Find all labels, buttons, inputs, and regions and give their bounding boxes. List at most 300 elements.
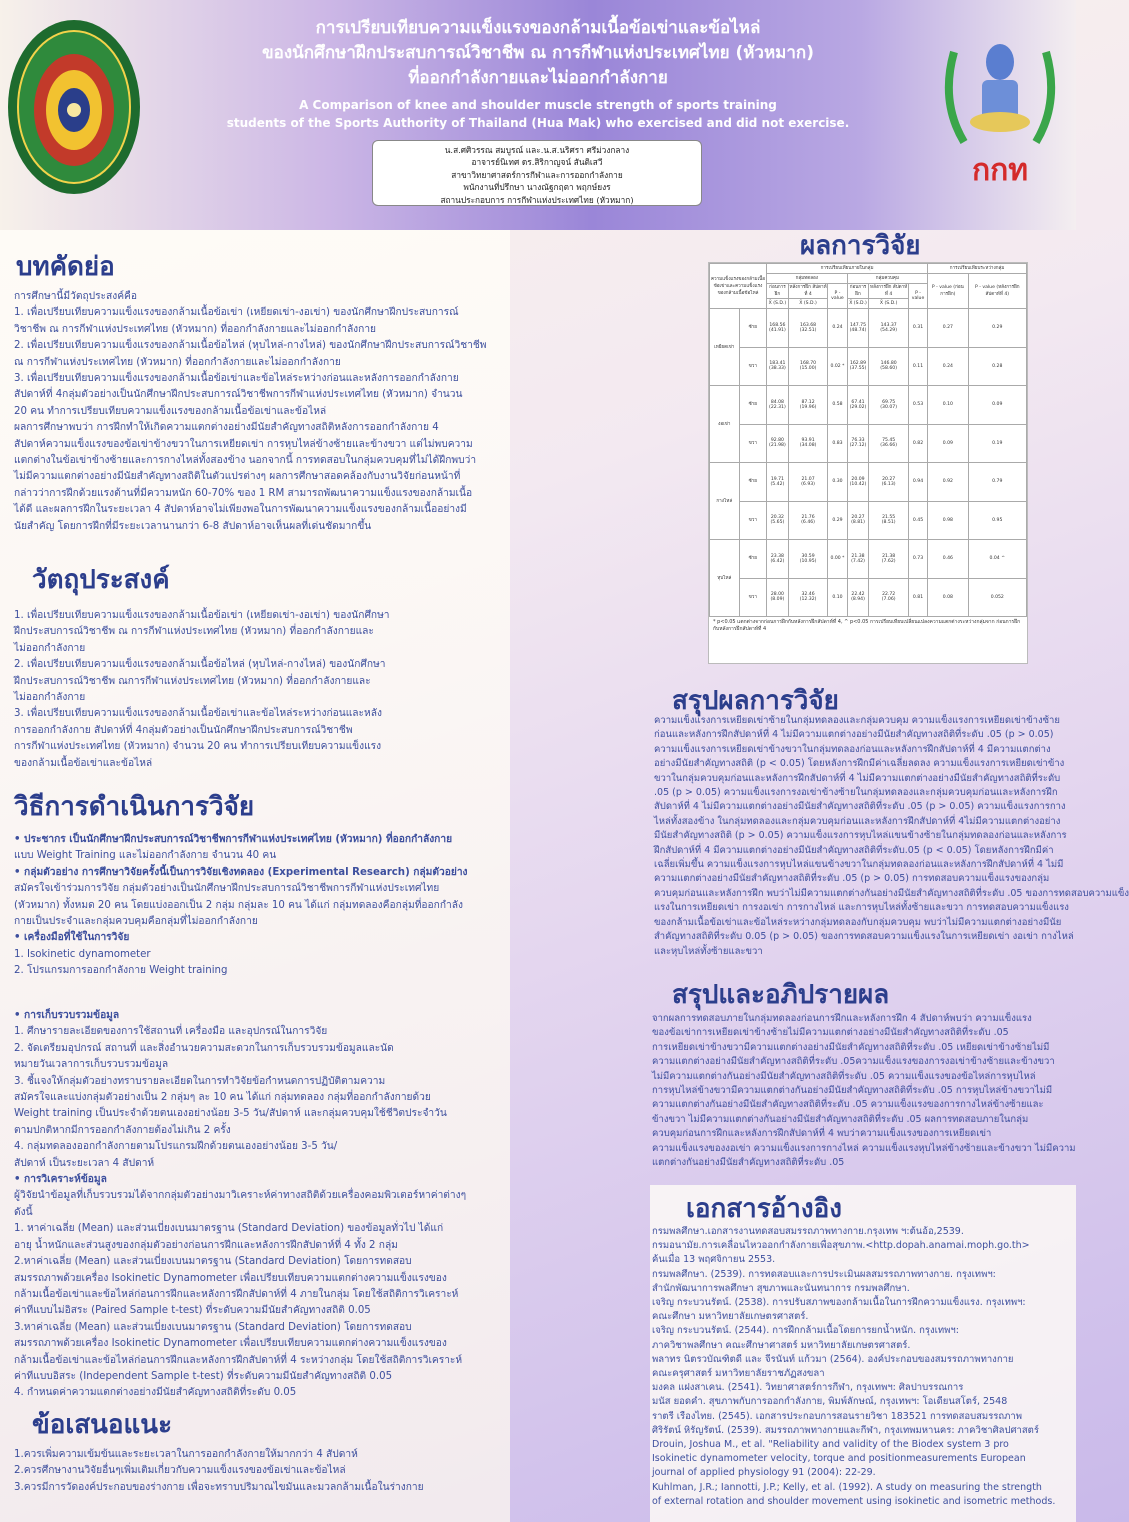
text-line: 1. Isokinetic dynamometer: [14, 948, 151, 960]
table-cell: [968, 386, 1026, 425]
text-line: ความแข็งแรงของงอเข่า ความแข็งแรงการกางไหล่ ความแข็งแรงหุบไหล่ข้างซ้ายและข้างขวา ไม่มีความ: [652, 1142, 1076, 1154]
table-cell-group: เหยียดเข่า: [710, 309, 740, 386]
table-cell-value: 0.82: [912, 440, 924, 446]
text-line: สัปดาห์ความแข็งแรงของข้อเข่าข้างขวาในการเหยียดเข่า การหุบไหล่ข้างซ้ายและข้างขวา แต่ไม่พบความ: [14, 438, 473, 450]
text-line: journal of applied physiology 91 (2004): 22-29.: [652, 1467, 876, 1479]
text-line: • กลุ่มตัวอย่าง การศึกษาวิจัยครั้งนี้เป็นการวิจัยเชิงทดลอง (Experimental Research) กลุ่มตัวอย่าง: [14, 866, 468, 878]
text-line: พลาทร นิตรวบัณฑิตดี และ จีรนันท์ แก้วมา (2564). องค์ประกอบของสมรรถภาพทางกาย: [652, 1353, 1014, 1365]
table-cell: [767, 347, 789, 386]
text-line: กรมพลศึกษา.เอกสารงานทดสอบสมรรถภาพทางกาย.กรุงเทพ ฯ:ต้นอ้อ,2539.: [652, 1226, 964, 1237]
table-cell-value: 23.38: [770, 553, 784, 559]
table-row: [710, 309, 1027, 348]
table-cell: [847, 578, 869, 617]
text-line: ผลการศึกษาพบว่า การฝึกทำให้เกิดความแตกต่างอย่างมีนัยสำคัญทางสถิติหลังการออกกำลังกาย 4: [14, 422, 439, 434]
text-line: ควบคุมก่อนการฝึกและหลังการฝึกสัปดาห์ที่ 4 พบว่าความแข็งแรงของการเหยียดเข่า: [652, 1128, 992, 1140]
table-cell-side: ซ้าย: [739, 463, 766, 502]
text-line: ค่าทีแบบไม่อิสระ (Paired Sample t-test) ที่ระดับความมีนัยสำคัญทางสถิติ 0.05: [14, 1305, 371, 1317]
text-line: การเหยียดเข่าข้างขวามีความแตกต่างอย่างมีนัยสำคัญทางสถิติที่ระดับ .05 เหยียดเข่าข้างซ้ายไม่มี: [652, 1041, 1050, 1053]
text-line: วิชาชีพ ณ การกีฬาแห่งประเทศไทย (หัวหมาก) ที่ออกกำลังกายและไม่ออกกำลังกาย: [14, 323, 377, 335]
text-line: ฝึกประสบการณ์วิชาชีพ ณ การกีฬาแห่งประเทศไทย (หัวหมาก) ที่ออกกำลังกายและ: [14, 626, 374, 638]
table-cell: [767, 309, 789, 348]
table-cell-value: 30.59: [801, 553, 815, 559]
table-cell-group: หุบไหล่: [710, 540, 740, 617]
text-line: 2. เพื่อเปรียบเทียบความแข็งแรงของกล้ามเนื้อข้อไหล่ (หุบไหล่-กางไหล่) ของนักศึกษา: [14, 659, 386, 671]
text-line: หมายวันเวลาการเก็บรวบรวมข้อมูล: [14, 1059, 169, 1071]
table-cell-value: 21.76: [801, 515, 815, 521]
text-line: 4. กลุ่มทดลองออกกำลังกายตามโปรแกรมฝึกด้วยตนเองอย่างน้อย 3-5 วัน/: [14, 1141, 338, 1153]
text-line: ตามปกติหากมีการออกกำลังกายต้องไม่เกิน 2 ครั้ง: [14, 1124, 231, 1136]
table-cell: [847, 540, 869, 579]
text-line: ขวาในกลุ่มควบคุมก่อนและหลังการฝึกสัปดาห์ที่ 4 ไม่มีความแตกต่างอย่างมีนัยสำคัญทางสถิติที่ระดับ: [654, 772, 1061, 784]
table-cell-value: (22.31): [769, 404, 786, 410]
text-line: Drouin, Joshua M., et al. "Reliability and validity of the Biodex system 3 pro: [652, 1439, 1009, 1451]
table-cell: [869, 424, 908, 463]
text-line: ไม่ออกกำลังกาย: [14, 692, 86, 704]
text-line: ภาควิชาพลศึกษา คณะศึกษาศาสตร์ มหาวิทยาลัยเกษตรศาสตร์.: [652, 1339, 911, 1351]
table-cell-value: 0.052: [990, 594, 1004, 600]
text-line: 2. จัดเตรียมอุปกรณ์ สถานที่ และสิ่งอำนวยความสะดวกในการเก็บรวบรวมข้อมูลและนัด: [14, 1042, 394, 1054]
table-cell-group: งอเข่า: [710, 386, 740, 463]
table-cell-value: (48.74): [849, 327, 867, 333]
table-cell-value: 20.27: [882, 476, 896, 482]
discussion-text: [652, 1012, 1076, 1170]
text-line: Kuhlman, J.R.; Iannotti, J.P.; Kelly, et al. (1992). A study on measuring the strength: [652, 1481, 1042, 1493]
table-cell-value: (8.81): [851, 520, 865, 526]
table-cell-side: ซ้าย: [739, 386, 766, 425]
text-line: 20 คน ทำการเปรียบเทียบความแข็งแรงของกล้ามเนื้อข้อเข่าและข้อไหล่: [14, 405, 327, 417]
table-cell: [767, 424, 789, 463]
table-header-after: หลังการฝึก สัปดาห์ที่ 4: [789, 285, 827, 297]
table-header-ctl: กลุ่มควบคุม: [847, 274, 928, 284]
title-th-line-3: ที่ออกกำลังกายและไม่ออกกำลังกาย: [408, 68, 668, 88]
text-line: เฉลี่ยเพิ่มขึ้น ความแข็งแรงการหุบไหล่แขนข้างขวาในกลุ่มทดลองก่อนและหลังการฝึกสัปดาห์ที่ 4 ไม่มี: [654, 859, 1064, 871]
text-line: 3.หาค่าเฉลี่ย (Mean) และส่วนเบี่ยงเบนมาตรฐาน (Standard Deviation) โดยการทดสอบ: [14, 1321, 412, 1333]
table-header-between: การเปรียบเทียบระหว่างกลุ่ม: [928, 264, 1027, 274]
table-cell: [828, 309, 847, 348]
table-cell: [828, 347, 847, 386]
table-cell-side: ซ้าย: [739, 309, 766, 348]
table-cell-value: 183.41: [769, 361, 786, 367]
text-line: 1. เพื่อเปรียบเทียบความแข็งแรงของกล้ามเนื้อข้อเข่า (เหยียดเข่า-งอเข่า) ของนักศึกษา: [14, 610, 390, 621]
table-cell: [928, 540, 968, 579]
table-cell: [928, 309, 968, 348]
author-line: อาจารย์นิเทศ ดร.สิริกาญจน์ สันติเสวี: [471, 157, 603, 168]
table-cell: [788, 386, 827, 425]
objectives-text: [14, 608, 434, 772]
table-cell-value: 21.38: [851, 553, 865, 559]
text-line: อย่างมีนัยสำคัญทางสถิติ (p < 0.05) โดยหลังการฝึกมีค่าเฉลี่ยลดลง ความแข็งแรงการเหยียดเข่าข้าง: [654, 758, 1065, 770]
table-cell: [968, 347, 1026, 386]
references-text: [652, 1225, 1072, 1509]
text-line: 1. ศึกษารายละเอียดของการใช้สถานที่ เครื่องมือ และอุปกรณ์ในการวิจัย: [14, 1026, 328, 1038]
table-cell-value: 21.55: [882, 515, 896, 521]
table-cell: [908, 578, 927, 617]
author-line: น.ส.ศศิวรรณ สมบูรณ์ และ.น.ส.นริศรา ศรีม่วงกลาง: [444, 145, 630, 155]
table-cell: [828, 501, 847, 540]
university-logo: [6, 18, 142, 196]
table-cell: [788, 578, 827, 617]
table-header-before: ก่อนการฝึก: [847, 284, 869, 299]
table-cell: [788, 309, 827, 348]
table-cell-value: 0.45: [912, 517, 924, 523]
text-line: สมรรถภาพด้วยเครื่อง Isokinetic Dynamometer เพื่อเปรียบเทียบความแตกต่างความแข็งแรงของ: [14, 1338, 447, 1350]
table-cell-value: 0.30: [832, 479, 843, 485]
table-cell-value: 75.45: [882, 438, 896, 444]
table-cell: [847, 309, 869, 348]
table-cell-value: (58.60): [880, 366, 898, 372]
suggestions-heading: ข้อเสนอแนะ: [32, 1410, 173, 1440]
text-line: .05 (p > 0.05) ความแข็งแรงการงอเข่าข้างซ้ายในกลุ่มทดลองและกลุ่มควบคุมก่อนและหลังการฝึก: [654, 787, 1058, 799]
text-line: ได้ดี และผลการฝึกในระยะเวลา 4 สัปดาห์อาจไม่เพียงพอในการพัฒนาความแข็งแรงของกล้ามเนื้ออย่างมี: [14, 504, 467, 516]
table-cell-group: กางไหล่: [710, 463, 740, 540]
table-header-pa: P - value (หลังการฝึก สัปดาห์ที่ 4): [968, 274, 1026, 309]
author-line: สถานประกอบการ การกีฬาแห่งประเทศไทย (หัวหมาก): [440, 194, 634, 205]
table-cell: [828, 386, 847, 425]
results-table-grid: [709, 263, 1027, 617]
table-cell-value: (6.93): [801, 481, 815, 487]
methods-heading: วิธีการดำเนินการวิจัย: [14, 792, 255, 822]
table-cell-value: 0.27: [942, 325, 953, 331]
table-cell: [788, 463, 827, 502]
table-cell: [847, 347, 869, 386]
table-row: [710, 501, 1027, 540]
table-cell: [788, 347, 827, 386]
text-line: อายุ น้ำหนักและส่วนสูงของกลุ่มตัวอย่างก่อนการฝึกและหลังการฝึกสัปดาห์ที่ 4 ทั้ง 2 กลุ่ม: [14, 1239, 398, 1251]
text-line: 2.หาค่าเฉลี่ย (Mean) และส่วนเบี่ยงเบนมาตรฐาน (Standard Deviation) โดยการทดสอบ: [14, 1256, 412, 1268]
text-line: 2.ควรศึกษางานวิจัยอื่นๆเพิ่มเติมเกี่ยวกับความแข็งแรงของข้อเข่าและข้อไหล่: [14, 1465, 346, 1477]
table-row: [710, 578, 1027, 617]
table-cell-value: 163.68: [800, 322, 817, 328]
table-cell-value: 162.89: [849, 361, 867, 367]
table-cell-side: ซ้าย: [739, 540, 766, 579]
table-cell-value: (54.29): [880, 327, 898, 333]
text-line: of external rotation and shoulder movement using isokinetic and isometric methods.: [652, 1495, 1056, 1507]
table-cell: [869, 463, 908, 502]
table-cell: [767, 501, 789, 540]
text-line: การออกกำลังกาย สัปดาห์ที่ 4กลุ่มตัวอย่างเป็นนักศึกษาฝึกประสบการณ์วิชาชีพ: [14, 724, 353, 736]
table-cell-value: 0.08: [942, 594, 953, 600]
table-cell: [908, 463, 927, 502]
table-cell: [767, 463, 789, 502]
text-line: ฝึกสัปดาห์ที่ 4 มีความแตกต่างอย่างมีนัยสำคัญทางสถิติที่ระดับ.05 (p < 0.05) โดยหลังการฝึกมีค่า: [654, 844, 1054, 856]
text-line: Isokinetic dynamometer velocity, torque and positionmeasurements European: [652, 1453, 1026, 1465]
text-line: คณะศึกษา มหาวิทยาลัยเกษตรศาสตร์.: [652, 1311, 809, 1323]
table-cell: [869, 347, 908, 386]
table-row: [710, 386, 1027, 425]
table-header-after: หลังการฝึก สัปดาห์ที่ 4: [870, 285, 908, 297]
table-cell: [869, 540, 908, 579]
text-line: และหุบไหล่ทั้งซ้ายและขวา: [654, 945, 763, 957]
results-heading: ผลการวิจัย: [800, 231, 921, 261]
table-cell: [828, 463, 847, 502]
table-cell-value: 0.83: [832, 440, 843, 446]
table-cell-value: (5.42): [770, 481, 785, 487]
text-line: ณ การกีฬาแห่งประเทศไทย (หัวหมาก) ที่ออกกำลังกายและไม่ออกกำลังกาย: [14, 356, 341, 368]
table-cell-value: 76.33: [851, 438, 865, 444]
table-header-p: P - value: [828, 284, 847, 309]
sat-logo: [934, 22, 1066, 192]
table-cell: [767, 578, 789, 617]
text-line: ไม่ออกกำลังกาย: [14, 642, 86, 654]
table-cell: [869, 309, 908, 348]
text-line: เจริญ กระบวนรัตน์. (2538). การปรับสภาพของกล้ามเนื้อในการฝึกความแข็งแรง. กรุงเทพฯ:: [652, 1297, 1026, 1309]
text-line: กล่าวว่าการฝึกด้วยแรงต้านที่มีความหนัก 60-70% ของ 1 RM สามารถพัฒนาความแข็งแรงของกล้ามเนื้อ: [14, 487, 473, 499]
table-row: [710, 540, 1027, 579]
text-line: ก่อนและหลังการฝึกสัปดาห์ที่ 4 ไม่มีความแตกต่างอย่างมีนัยสำคัญทางสถิติที่ระดับ .05 (p > 0.05): [654, 729, 1054, 741]
text-line: มงคล แฝงสาเคน. (2541). วิทยาศาสตร์การกีฬา, กรุงเทพฯ: ศิลปาบรรณการ: [652, 1382, 964, 1394]
text-line: 3. เพื่อเปรียบเทียบความแข็งแรงของกล้ามเนื้อข้อเข่าและข้อไหล่ระหว่างก่อนและหลัง: [14, 708, 382, 720]
table-cell-value: 19.71: [770, 476, 784, 482]
table-cell-value: (6.13): [881, 481, 896, 487]
table-cell-value: (19.96): [799, 404, 817, 410]
table-header-before: ก่อนการฝึก: [767, 284, 789, 299]
methods-text: [14, 832, 514, 980]
table-cell-value: 146.80: [880, 361, 897, 367]
author-line: สาขาวิทยาศาสตร์การกีฬาและการออกกำลังกาย: [451, 169, 623, 180]
text-line: ความแข็งแรงการเหยียดเข่าข้างขวาในกลุ่มทดลองก่อนและหลังการฝึกสัปดาห์ที่ 4 มีความแตกต่าง: [654, 743, 1051, 755]
table-cell: [869, 386, 908, 425]
text-line: ราตรี เรืองไทย. (2545). เอกสารประกอบการสอนรายวิชา 183521 การทดสอบสมรรถภาพ: [652, 1410, 1023, 1422]
table-cell-value: (34.08): [799, 443, 817, 449]
text-line: สัปดาห์ที่ 4 ไม่มีความแตกต่างอย่างมีนัยสำคัญทางสถิติที่ระดับ .05 (p > 0.05) ความแข็งแรงการกาง: [654, 801, 1066, 813]
author-line: พนักงานที่ปรึกษา นางณัฐกฤตา พฤกษ์ยงร: [463, 182, 611, 193]
table-cell: [928, 578, 968, 617]
text-line: ของข้อเข่าการเหยียดเข่าข้างซ้ายไม่มีความแตกต่างอย่างมีนัยสำคัญทางสถิติที่ระดับ .05: [652, 1027, 1009, 1039]
text-line: • เครื่องมือที่ใช้ในการวิจัย: [14, 932, 130, 944]
table-cell: [928, 424, 968, 463]
table-cell: [828, 540, 847, 579]
table-cell-value: 0.02 *: [830, 363, 845, 369]
table-cell-value: 0.81: [912, 594, 924, 600]
text-line: เจริญ กระบวนรัตน์. (2544). การฝึกกล้ามเนื้อโดยการยกน้ำหนัก. กรุงเทพฯ:: [652, 1325, 959, 1337]
table-cell-value: 67.41: [851, 399, 865, 405]
title-th-line-1: การเปรียบเทียบความแข็งแรงของกล้ามเนื้อข้อเข่าและข้อไหล่: [315, 18, 761, 38]
table-cell: [788, 501, 827, 540]
table-cell-value: (6.46): [801, 520, 815, 526]
text-line: 3. เพื่อเปรียบเทียบความแข็งแรงของกล้ามเนื้อข้อเข่าและข้อไหล่ระหว่างก่อนและหลังการออกกำลังกาย: [14, 373, 459, 385]
text-line: สัปดาห์ที่ 4กลุ่มตัวอย่างเป็นนักศึกษาฝึกประสบการณ์วิชาชีพการกีฬาแห่งประเทศไทย (หัวหมาก) จำนวน: [14, 389, 463, 401]
table-header-xsd: X̄ (S.D.): [788, 299, 827, 309]
text-line: มีนัยสำคัญทางสถิติ (p > 0.05) ความแข็งแรงการหุบไหล่แขนข้างซ้ายในกลุ่มทดลองก่อนและหลังการ: [654, 830, 1067, 842]
table-cell: [828, 578, 847, 617]
table-cell-value: 69.75: [882, 399, 896, 405]
data-collection-text: [14, 1008, 514, 1402]
text-line: Weight training เป็นประจำด้วยตนเองอย่างน้อย 3-5 วัน/สัปดาห์ และกลุ่มควบคุมใช้ชีวิตประจำวัน: [14, 1108, 447, 1120]
table-cell-value: 0.24: [832, 325, 843, 331]
table-cell-side: ขวา: [739, 424, 766, 463]
table-cell: [847, 424, 869, 463]
table-cell-value: (6.42): [770, 558, 785, 564]
table-cell-value: (41.91): [769, 327, 786, 333]
text-line: 3. ชี้แจงให้กลุ่มตัวอย่างทราบรายละเอียดในการทำวิจัยข้อกำหนดการปฏิบัติตามความ: [14, 1075, 386, 1087]
text-line: • การวิเคราะห์ข้อมูล: [14, 1174, 107, 1186]
table-cell-value: 21.38: [882, 553, 896, 559]
table-cell-value: 0.94: [912, 479, 924, 485]
text-line: ดังนี้: [14, 1206, 33, 1218]
text-line: การกีฬาแห่งประเทศไทย (หัวหมาก) จำนวน 20 คน ทำการเปรียบเทียบความแข็งแรง: [14, 741, 382, 753]
text-line: ข้างขวา ไม่มีความแตกต่างกันอย่างมีนัยสำคัญทางสถิติที่ระดับ .05 ผลการทดสอบภายในกลุ่ม: [652, 1113, 1029, 1125]
table-cell: [908, 501, 927, 540]
table-row: [710, 463, 1027, 502]
table-cell: [928, 347, 968, 386]
table-row: [710, 347, 1027, 386]
text-line: 1. หาค่าเฉลี่ย (Mean) และส่วนเบี่ยงเบนมาตรฐาน (Standard Deviation) ของข้อมูลทั่วไป ได้แก่: [14, 1223, 444, 1235]
table-cell-value: (8.51): [881, 520, 896, 526]
text-line: แรงในการเหยียดเข่า การงอเข่า การกางไหล่ และการหุบไหล่ทั้งซ้ายและขวา การทดสอบความแข็งแรง: [654, 902, 1069, 914]
suggestions-text: [14, 1447, 514, 1496]
table-cell-value: (36.66): [880, 443, 898, 449]
results-table: [708, 262, 1028, 664]
text-line: 2. โปรแกรมการออกกำลังกาย Weight training: [14, 965, 228, 977]
text-line: • การเก็บรวบรวมข้อมูล: [14, 1010, 120, 1021]
summary-text: [654, 714, 1129, 959]
table-cell-value: 0.58: [832, 402, 843, 408]
text-line: 1. เพื่อเปรียบเทียบความแข็งแรงของกล้ามเนื้อข้อเข่า (เหยียดเข่า-งอเข่า) ของนักศึกษาฝึกประสบการณ์: [14, 307, 459, 319]
table-cell-value: 20.27: [851, 515, 865, 521]
text-line: สมัครใจและแบ่งกลุ่มตัวอย่างเป็น 2 กลุ่มๆ ละ 10 คน ได้แก่ กลุ่มทดลอง กลุ่มที่ออกกำลังกายด้วย: [14, 1092, 431, 1104]
table-cell: [928, 501, 968, 540]
text-line: สำคัญทางสถิติที่ระดับ 0.05 (p > 0.05) ของการทดสอบความแข็งแรงในการเหยียดเข่า งอเข่า กางไหล่: [654, 931, 1074, 943]
table-cell-value: (12.32): [799, 597, 817, 603]
table-cell: [847, 501, 869, 540]
text-line: ความแข็งแรงการเหยียดเข่าซ้ายในกลุ่มทดลองและกลุ่มควบคุม ความแข็งแรงการเหยียดเข่าข้างซ้าย: [654, 715, 1060, 726]
text-line: สมรรถภาพด้วยเครื่อง Isokinetic Dynamometer เพื่อเปรียบเทียบความแตกต่างความแข็งแรงของ: [14, 1272, 447, 1284]
table-cell-value: 0.04 ^: [989, 556, 1006, 562]
text-line: 4. กำหนดค่าความแตกต่างอย่างมีนัยสำคัญทางสถิติที่ระดับ 0.05: [14, 1387, 297, 1399]
text-line: 1.ควรเพิ่มความเข้มข้นและระยะเวลาในการออกกำลังกายให้มากกว่า 4 สัปดาห์: [14, 1449, 358, 1460]
table-cell-value: 32.46: [801, 592, 815, 598]
table-cell-value: 0.29: [832, 517, 843, 523]
table-cell-value: (8.09): [770, 597, 785, 603]
abstract-heading: บทคัดย่อ: [16, 252, 115, 282]
text-line: คณะครุศาสตร์ มหาวิทยาลัยราชภัฏสงขลา: [652, 1368, 825, 1380]
table-cell-value: (7.62): [881, 558, 896, 564]
text-line: ฝึกประสบการณ์วิชาชีพ ณการกีฬาแห่งประเทศไทย (หัวหมาก) ที่ออกกำลังกายและ: [14, 675, 371, 687]
table-cell-value: 0.29: [992, 325, 1003, 331]
table-cell: [908, 424, 927, 463]
table-cell-value: (38.33): [769, 366, 786, 372]
text-line: ไม่มีความแตกต่างอย่างมีนัยสำคัญทางสถิติในตัวแปรต่างๆ ผลการศึกษาสอดคล้องกับงานวิจัยก่อนหน้าที่: [14, 471, 461, 483]
table-cell: [828, 424, 847, 463]
table-cell: [767, 386, 789, 425]
text-line: จากผลการทดสอบภายในกลุ่มทดลองก่อนการฝึกและหลังการฝึก 4 สัปดาห์พบว่า ความแข็งแรง: [652, 1013, 1032, 1024]
table-cell-value: (7.42): [851, 558, 865, 564]
text-line: สมัครใจเข้าร่วมการวิจัย กลุ่มตัวอย่างเป็นนักศึกษาฝึกประสบการณ์วิชาชีพการกีฬาแห่งประเทศไทย: [14, 883, 440, 895]
table-cell-value: 0.00 *: [830, 556, 845, 562]
table-cell: [968, 501, 1026, 540]
table-cell-value: 168.56: [769, 322, 786, 328]
text-line: การศึกษานี้มีวัตถุประสงค์คือ: [14, 291, 137, 302]
table-header-xsd: X̄ (S.D.): [767, 299, 789, 309]
table-cell: [928, 463, 968, 502]
table-cell-value: 0.53: [912, 402, 924, 408]
text-line: ค่าทีแบบอิสระ (Independent Sample t-test) ที่ระดับความมีนัยสำคัญทางสถิติ 0.05: [14, 1370, 393, 1382]
table-cell-side: ขวา: [739, 501, 766, 540]
title-en-line-1: A Comparison of knee and shoulder muscle strength of sports training: [299, 98, 777, 112]
table-cell: [908, 386, 927, 425]
table-cell-value: (5.65): [770, 520, 785, 526]
text-line: มนัส ยอดคำ. สุขภาพกับการออกกำลังกาย, พิมพ์ลักษณ์, กรุงเทพฯ: โอเดียนสโตร์, 2548: [652, 1396, 1008, 1408]
objectives-heading: วัตถุประสงค์: [32, 565, 170, 595]
table-cell-value: 0.31: [912, 325, 924, 331]
text-line: ควบคุมก่อนและหลังการฝึก พบว่าไม่มีความแตกต่างกันอย่างมีนัยสำคัญทางสถิติที่ระดับ .05 ของการทดสอบความแข็ง: [654, 887, 1129, 899]
table-cell: [968, 463, 1026, 502]
table-cell: [847, 463, 869, 502]
text-line: ความแตกต่างกันอย่างมีนัยสำคัญทางสถิติที่ระดับ .05 ความแข็งแรงของการกางไหล่ข้างซ้ายและ: [652, 1099, 1044, 1111]
references-heading: เอกสารอ้างอิง: [686, 1194, 842, 1224]
table-cell: [767, 540, 789, 579]
table-cell-value: (29.02): [849, 404, 867, 410]
table-cell-value: 28.00: [770, 592, 784, 598]
text-line: (หัวหมาก) ทั้งหมด 20 คน โดยแบ่งออกเป็น 2 กลุ่ม กลุ่มละ 10 คน ได้แก่ กลุ่มทดลองคือกลุ่มที่ออกกำลัง: [14, 899, 463, 911]
table-cell-value: 0.09: [992, 402, 1003, 408]
text-line: ของกล้ามเนื้อข้อเข่าและข้อไหล่ระหว่างกลุ่มทดลองกับกลุ่มควบคุม พบว่าไม่มีความแตกต่างอย่างมีนัย: [654, 916, 1062, 928]
table-header-within: การเปรียบเทียบภายในกลุ่ม: [767, 264, 928, 274]
table-header-xsd: X̄ (S.D.): [847, 299, 869, 309]
table-cell-value: (10.42): [849, 481, 867, 487]
text-line: สำนักพัฒนาการพลศึกษา สุขภาพและนันทนาการ กรมพลศึกษา.: [652, 1282, 910, 1294]
text-line: กรมพลศึกษา. (2539). การทดสอบและการประเมินผลสมรรถภาพทางกาย. กรุงเทพฯ:: [652, 1268, 996, 1280]
table-header-exp: กลุ่มทดลอง: [767, 274, 848, 284]
table-header-pb: P - value (ก่อนการฝึก): [928, 274, 968, 309]
table-cell-side: ขวา: [739, 347, 766, 386]
table-cell-value: 143.37: [880, 322, 897, 328]
text-line: นัยสำคัญ โดยการฝึกที่มีระยะเวลานานกว่า 6-8 สัปดาห์อาจเห็นผลที่เด่นชัดมากขึ้น: [14, 520, 372, 532]
table-cell-value: 22.72: [882, 592, 896, 598]
authors-box: [372, 140, 702, 206]
table-cell-value: 20.09: [851, 476, 865, 482]
abstract-text: [14, 289, 514, 535]
sat-logo-text: กกท: [971, 153, 1029, 188]
table-cell-value: 87.12: [801, 399, 815, 405]
text-line: 2. เพื่อเปรียบเทียบความแข็งแรงของกล้ามเนื้อข้อไหล่ (หุบไหล่-กางไหล่) ของนักศึกษาฝึกประสบการณ์วิชาชีพ: [14, 340, 487, 352]
text-line: แบบ Weight Training และไม่ออกกำลังกาย จำนวน 40 คน: [14, 850, 277, 862]
table-cell-value: 0.46: [942, 556, 953, 562]
title-th-line-2: ของนักศึกษาฝึกประสบการณ์วิชาชีพ ณ การกีฬาแห่งประเทศไทย (หัวหมาก): [261, 43, 814, 63]
table-cell: [968, 309, 1026, 348]
table-cell-value: 0.24: [942, 363, 953, 369]
table-cell-value: (7.06): [881, 597, 896, 603]
table-cell: [847, 386, 869, 425]
text-line: การหุบไหล่ข้างขวามีความแตกต่างกันอย่างมีนัยสำคัญทางสถิติที่ระดับ .05 การหุบไหล่ข้างขวาไม่มี: [652, 1085, 1053, 1097]
table-row: [710, 424, 1027, 463]
table-cell-value: (10.95): [799, 558, 817, 564]
text-line: กล้ามเนื้อข้อเข่าและข้อไหล่ก่อนการฝึกและหลังการฝึกสัปดาห์ที่ 4 ภายในกลุ่ม โดยใช้สถิติการวิเคราะห์: [14, 1288, 459, 1300]
discussion-heading: สรุปและอภิปรายผล: [672, 980, 890, 1010]
table-cell-value: (27.12): [849, 443, 867, 449]
table-cell-value: 21.07: [801, 476, 815, 482]
text-line: ไหล่ทั้งสองข้าง ในกลุ่มทดลองและกลุ่มควบคุมก่อนและหลังการฝึกสัปดาห์ที่ 4ไม่มีความแตกต่างอย่าง: [654, 815, 1061, 827]
text-line: 3.ควรมีการวัดองค์ประกอบของร่างกาย เพื่อจะทราบปริมาณไขมันและมวลกล้ามเนื้อในร่างกาย: [14, 1481, 424, 1493]
table-cell-value: (8.94): [851, 597, 865, 603]
table-cell: [869, 501, 908, 540]
table-cell-value: 0.09: [942, 440, 953, 446]
table-cell-value: 147.75: [849, 322, 867, 328]
table-header-p: P - value: [908, 284, 927, 309]
table-cell-value: 93.91: [801, 438, 815, 444]
table-cell-value: 0.79: [992, 479, 1003, 485]
text-line: ความแตกต่างอย่างมีนัยสำคัญทางสถิติที่ระดับ .05 (p > 0.05) การทดสอบความแข็งแรงของกลุ่ม: [654, 873, 1050, 885]
text-line: แตกต่างในข้อเข่าข้างซ้ายและการกางไหล่ทั้งสองข้าง นอกจากนี้ การทดสอบในกลุ่มควบคุมที่ไม่ได้ฝึกพบว่า: [14, 455, 477, 467]
text-line: กายเป็นประจำและกลุ่มควบคุมคือกลุ่มที่ไม่ออกกำลังกาย: [14, 916, 258, 928]
table-cell: [869, 578, 908, 617]
table-cell-value: 0.11: [912, 363, 924, 369]
table-cell-value: 92.80: [770, 438, 784, 444]
table-cell-value: 0.92: [942, 479, 953, 485]
table-cell: [908, 540, 927, 579]
table-cell-value: (30.07): [880, 404, 898, 410]
table-cell-side: ขวา: [739, 578, 766, 617]
